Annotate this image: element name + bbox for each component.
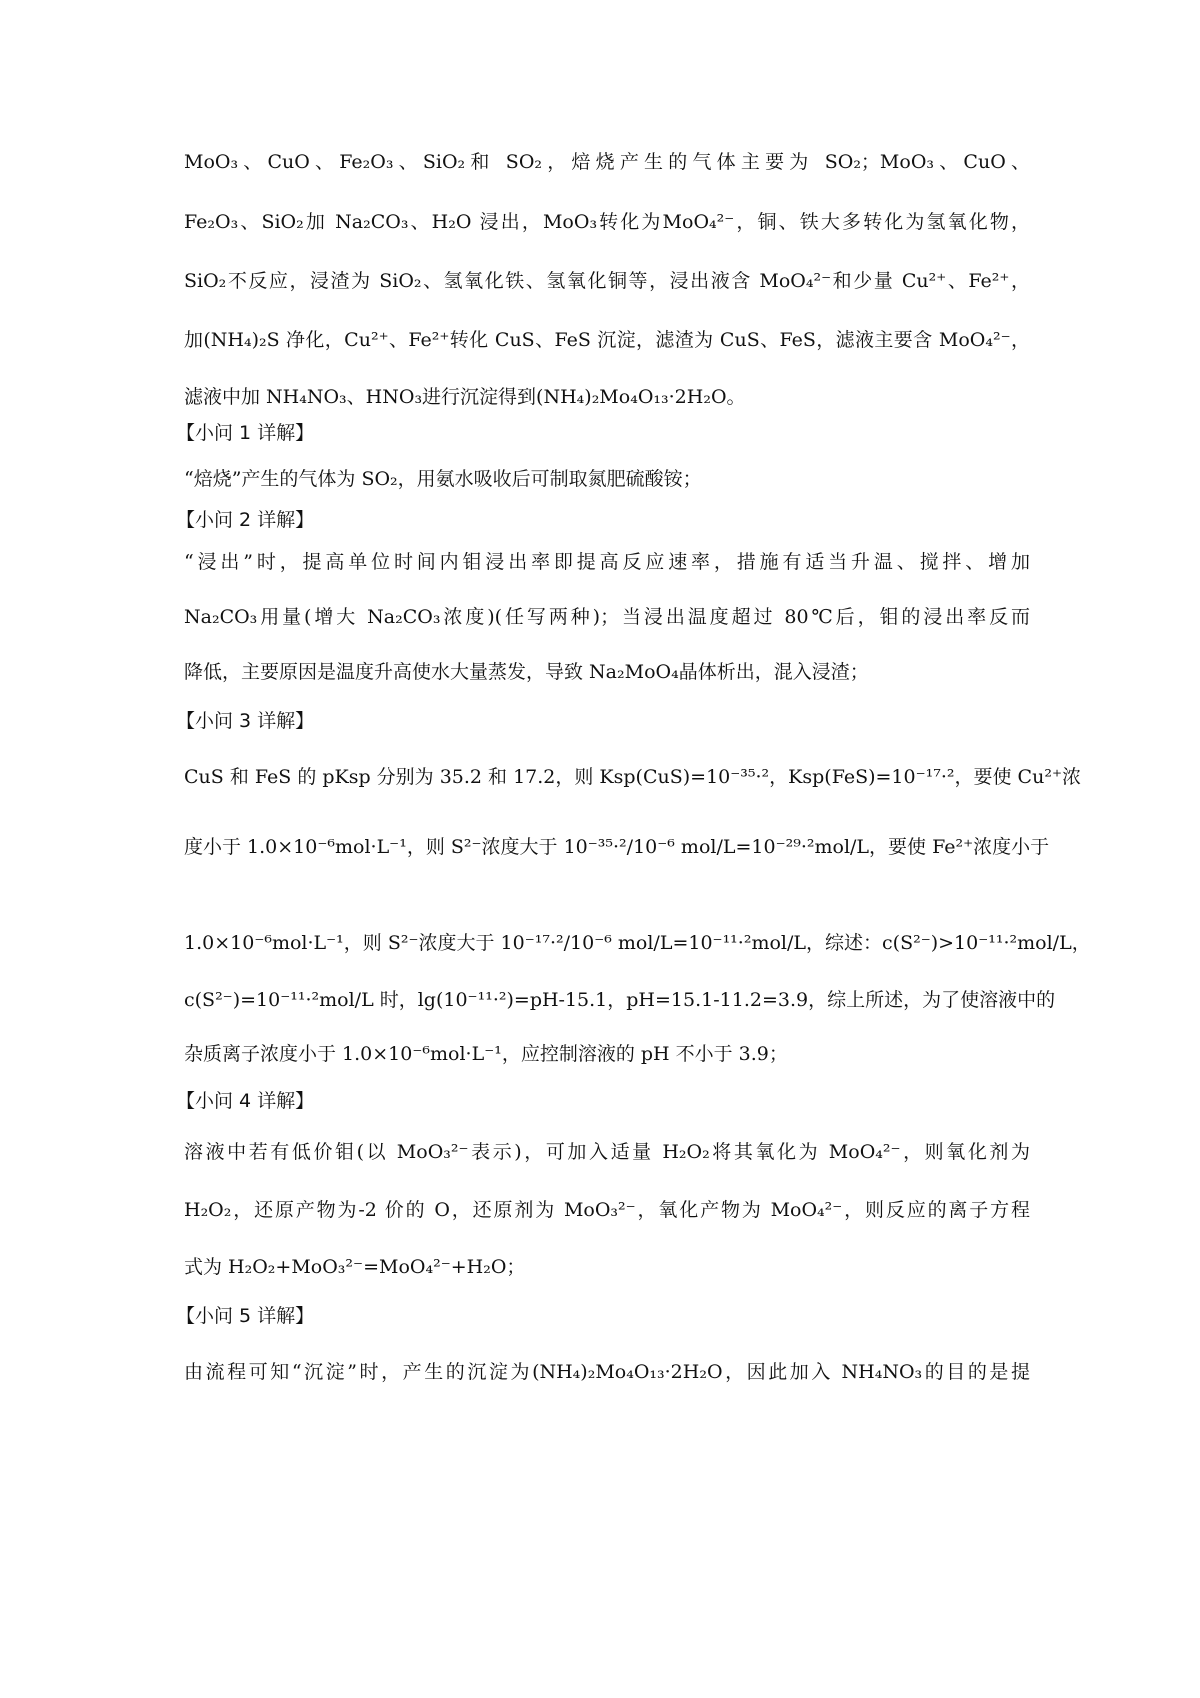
paragraph-line: 由流程可知“沉淀”时，产生的沉淀为(NH₄)₂Mo₄O₁₃·2H₂O，因此加入 NH₄NO₃的目的是提: [184, 1361, 1030, 1383]
paragraph-line: 滤液中加 NH₄NO₃、HNO₃进行沉淀得到(NH₄)₂Mo₄O₁₃·2H₂O。: [184, 386, 746, 408]
paragraph-line: 度小于 1.0×10⁻⁶mol·L⁻¹，则 S²⁻浓度大于 10⁻³⁵·²/10⁻⁶ mol/L=10⁻²⁹·²mol/L，要使 Fe²⁺浓度小于: [184, 836, 1050, 858]
paragraph-line: 式为 H₂O₂+MoO₃²⁻=MoO₄²⁻+H₂O；: [184, 1256, 526, 1278]
paragraph-line: 加(NH₄)₂S 净化，Cu²⁺、Fe²⁺转化 CuS、FeS 沉淀，滤渣为 CuS、FeS，滤液主要含 MoO₄²⁻，: [184, 329, 1030, 351]
paragraph-line: SiO₂不反应，浸渣为 SiO₂、氢氧化铁、氢氧化铜等，浸出液含 MoO₄²⁻和少量 Cu²⁺、Fe²⁺，: [184, 270, 1030, 292]
paragraph-line: Na₂CO₃用量(增大 Na₂CO₃浓度)(任写两种)；当浸出温度超过 80℃后，钼的浸出率反而: [184, 606, 1030, 628]
section-heading: 【小问 5 详解】: [176, 1305, 315, 1327]
section-heading: 【小问 1 详解】: [176, 422, 315, 444]
paragraph-line: 杂质离子浓度小于 1.0×10⁻⁶mol·L⁻¹，应控制溶液的 pH 不小于 3.9；: [184, 1043, 788, 1065]
paragraph-line: MoO₃、CuO、Fe₂O₃、SiO₂和 SO₂，焙烧产生的气体主要为 SO₂；MoO₃、CuO、: [184, 151, 1030, 173]
paragraph-line: “浸出”时，提高单位时间内钼浸出率即提高反应速率，措施有适当升温、搅拌、增加: [184, 551, 1030, 573]
section-heading: 【小问 4 详解】: [176, 1090, 315, 1112]
paragraph-line: “焙烧”产生的气体为 SO₂，用氨水吸收后可制取氮肥硫酸铵；: [184, 468, 702, 490]
paragraph-line: Fe₂O₃、SiO₂加 Na₂CO₃、H₂O 浸出，MoO₃转化为MoO₄²⁻，铜、铁大多转化为氢氧化物，: [184, 211, 1030, 233]
section-heading: 【小问 3 详解】: [176, 710, 315, 732]
paragraph-line: CuS 和 FeS 的 pKsp 分别为 35.2 和 17.2，则 Ksp(CuS)=10⁻³⁵·²，Ksp(FeS)=10⁻¹⁷·²，要使 Cu²⁺浓: [184, 766, 1081, 788]
section-heading: 【小问 2 详解】: [176, 509, 315, 531]
paragraph-line: 降低，主要原因是温度升高使水大量蒸发，导致 Na₂MoO₄晶体析出，混入浸渣；: [184, 661, 869, 683]
paragraph-line: c(S²⁻)=10⁻¹¹·²mol/L 时，lg(10⁻¹¹·²)=pH-15.1，pH=15.1-11.2=3.9，综上所述，为了使溶液中的: [184, 989, 1056, 1011]
paragraph-line: 1.0×10⁻⁶mol·L⁻¹，则 S²⁻浓度大于 10⁻¹⁷·²/10⁻⁶ mol/L=10⁻¹¹·²mol/L，综述：c(S²⁻)>10⁻¹¹·²mol/L，: [184, 932, 1091, 954]
paragraph-line: 溶液中若有低价钼(以 MoO₃²⁻表示)，可加入适量 H₂O₂将其氧化为 MoO₄²⁻，则氧化剂为: [184, 1141, 1030, 1163]
paragraph-line: H₂O₂，还原产物为-2 价的 O，还原剂为 MoO₃²⁻，氧化产物为 MoO₄²⁻，则反应的离子方程: [184, 1199, 1030, 1221]
